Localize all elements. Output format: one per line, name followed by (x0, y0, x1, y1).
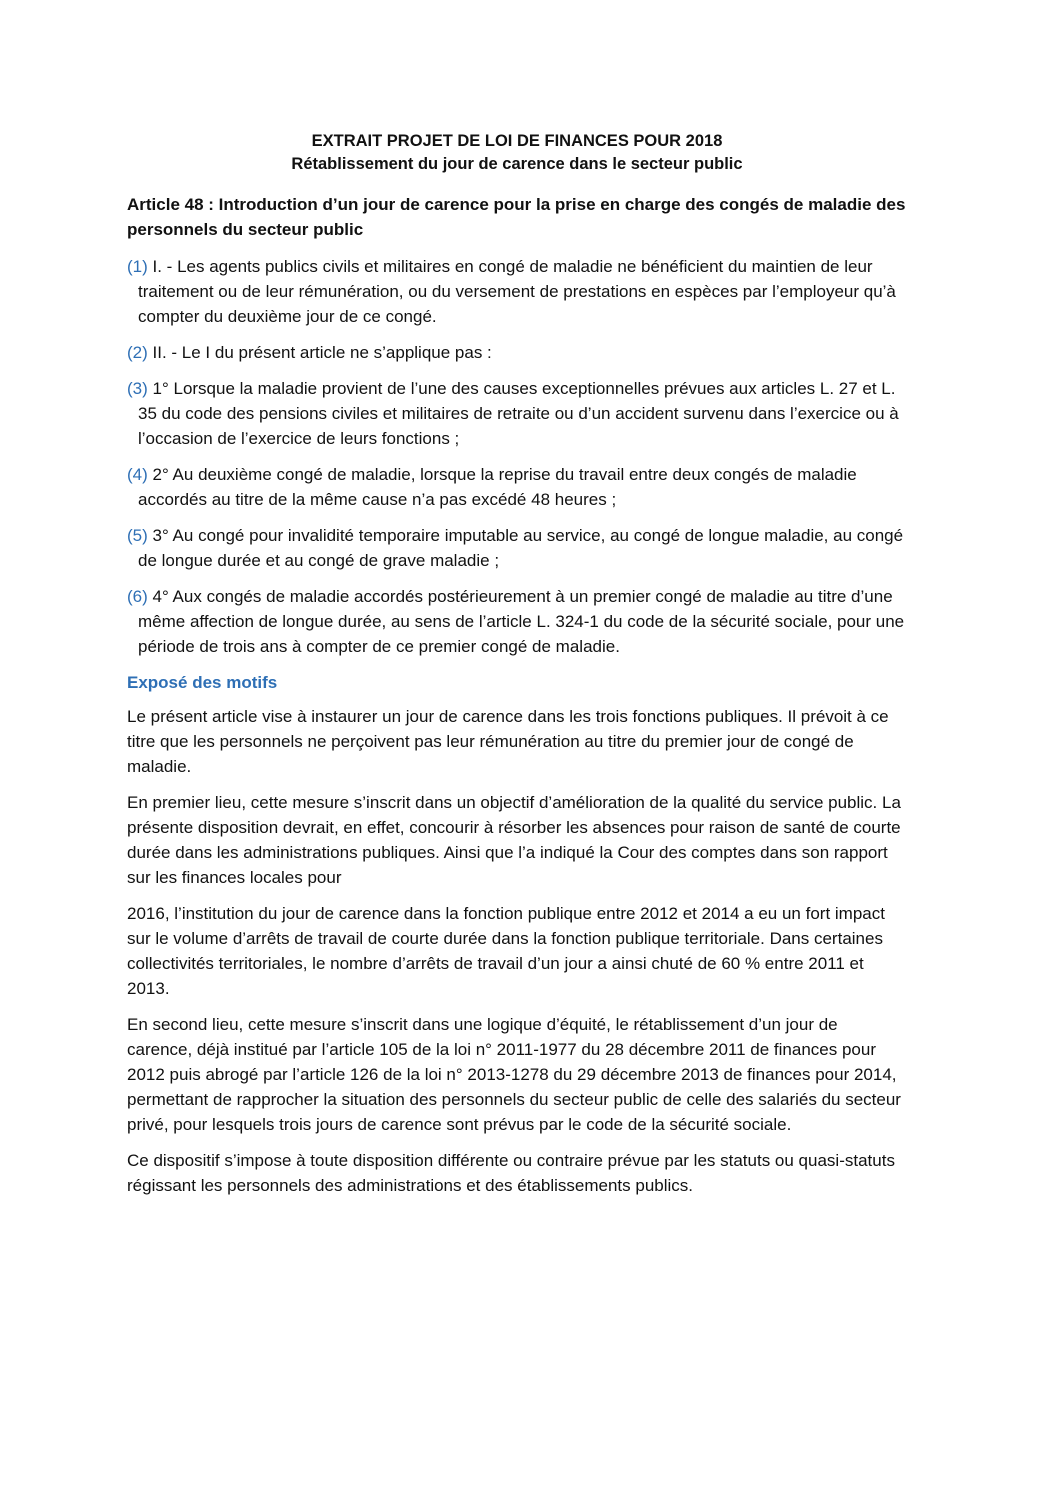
paragraph-number: (3) (127, 379, 148, 398)
article-paragraph-2 (127, 340, 907, 365)
motifs-paragraph-3: 2016, l’institution du jour de carence dans la fonction publique entre 2012 et 2014 a eu un fort impact sur le volume d’arrêts de travail de courte durée dans la fonction publique territoriale. Dans certaines collectivités territoriales, le nombre d’arrêts de travail d’un jour a ainsi chuté de 60 % entre 2011 et 2013. (127, 904, 885, 998)
title-line-1: EXTRAIT PROJET DE LOI DE FINANCES POUR 2018 (311, 132, 723, 150)
title-line-2: Rétablissement du jour de carence dans le secteur public (291, 155, 743, 173)
motifs-paragraph-2: En premier lieu, cette mesure s’inscrit dans un objectif d’amélioration de la qualité du service public. La présente disposition devrait, en effet, concourir à résorber les absences pour raison de santé de courte durée dans les administrations publiques. Ainsi que l’a indiqué la Cour des comptes dans son rapport sur les finances locales pour (127, 793, 901, 887)
paragraph-text: 1° Lorsque la maladie provient de l’une des causes exceptionnelles prévues aux articles L. 27 et L. 35 du code des pensions civiles et militaires de retraite ou d’un accident survenu dans l’exercice ou à l’occasion de l’exercice de leurs fonctions ; (138, 379, 899, 448)
paragraph-number: (2) (127, 343, 148, 362)
motifs-paragraph-4: En second lieu, cette mesure s’inscrit dans une logique d’équité, le rétablissement d’un jour de carence, déjà institué par l’article 105 de la loi n° 2011-1977 du 28 décembre 2011 de finances pour 2012 puis abrogé par l’article 126 de la loi n° 2013-1278 du 29 décembre 2013 de finances pour 2014, permettant de rapprocher la situation des personnels du secteur public de celle des salariés du secteur privé, pour lesquels trois jours de carence sont prévus par le code de la sécurité sociale. (127, 1015, 901, 1134)
paragraph-number: (5) (127, 526, 148, 545)
paragraph-text: 2° Au deuxième congé de maladie, lorsque la reprise du travail entre deux congés de maladie accordés au titre de la même cause n’a pas excédé 48 heures ; (138, 465, 857, 509)
article-heading: Article 48 : Introduction d’un jour de carence pour la prise en charge des congés de maladie des personnels du secteur public (127, 195, 906, 239)
paragraph-number: (1) (127, 257, 148, 276)
document-title (127, 130, 907, 176)
paragraph-text: 4° Aux congés de maladie accordés postérieurement à un premier congé de maladie au titre d’une même affection de longue durée, au sens de l’article L. 324-1 du code de la sécurité sociale, pour une période de trois ans à compter de ce premier congé de maladie. (138, 587, 905, 656)
paragraph-text: II. - Le I du présent article ne s’applique pas : (152, 343, 492, 362)
motifs-paragraph-5: Ce dispositif s’impose à toute disposition différente ou contraire prévue par les statuts ou quasi-statuts régissant les personnels des administrations et des établissements publics. (127, 1151, 895, 1195)
paragraph-text: I. - Les agents publics civils et militaires en congé de maladie ne bénéficient du maintien de leur traitement ou de leur rémunération, ou du versement de prestations en espèces par l’employeur qu’à compter du deuxième jour de ce congé. (138, 257, 896, 326)
paragraph-text: 3° Au congé pour invalidité temporaire imputable au service, au congé de longue maladie, au congé de longue durée et au congé de grave maladie ; (138, 526, 904, 570)
article-paragraph-1 (127, 254, 907, 329)
article-paragraph-5 (127, 523, 907, 573)
article-paragraph-3 (127, 376, 907, 451)
document-content (127, 130, 907, 1209)
motifs-paragraph-1: Le présent article vise à instaurer un jour de carence dans les trois fonctions publiques. Il prévoit à ce titre que les personnels ne perçoivent pas leur rémunération au titre du premier jour de congé de maladie. (127, 707, 889, 776)
paragraph-number: (4) (127, 465, 148, 484)
article-paragraph-4 (127, 462, 907, 512)
article-paragraph-6 (127, 584, 907, 659)
motifs-heading: Exposé des motifs (127, 673, 278, 692)
paragraph-number: (6) (127, 587, 148, 606)
